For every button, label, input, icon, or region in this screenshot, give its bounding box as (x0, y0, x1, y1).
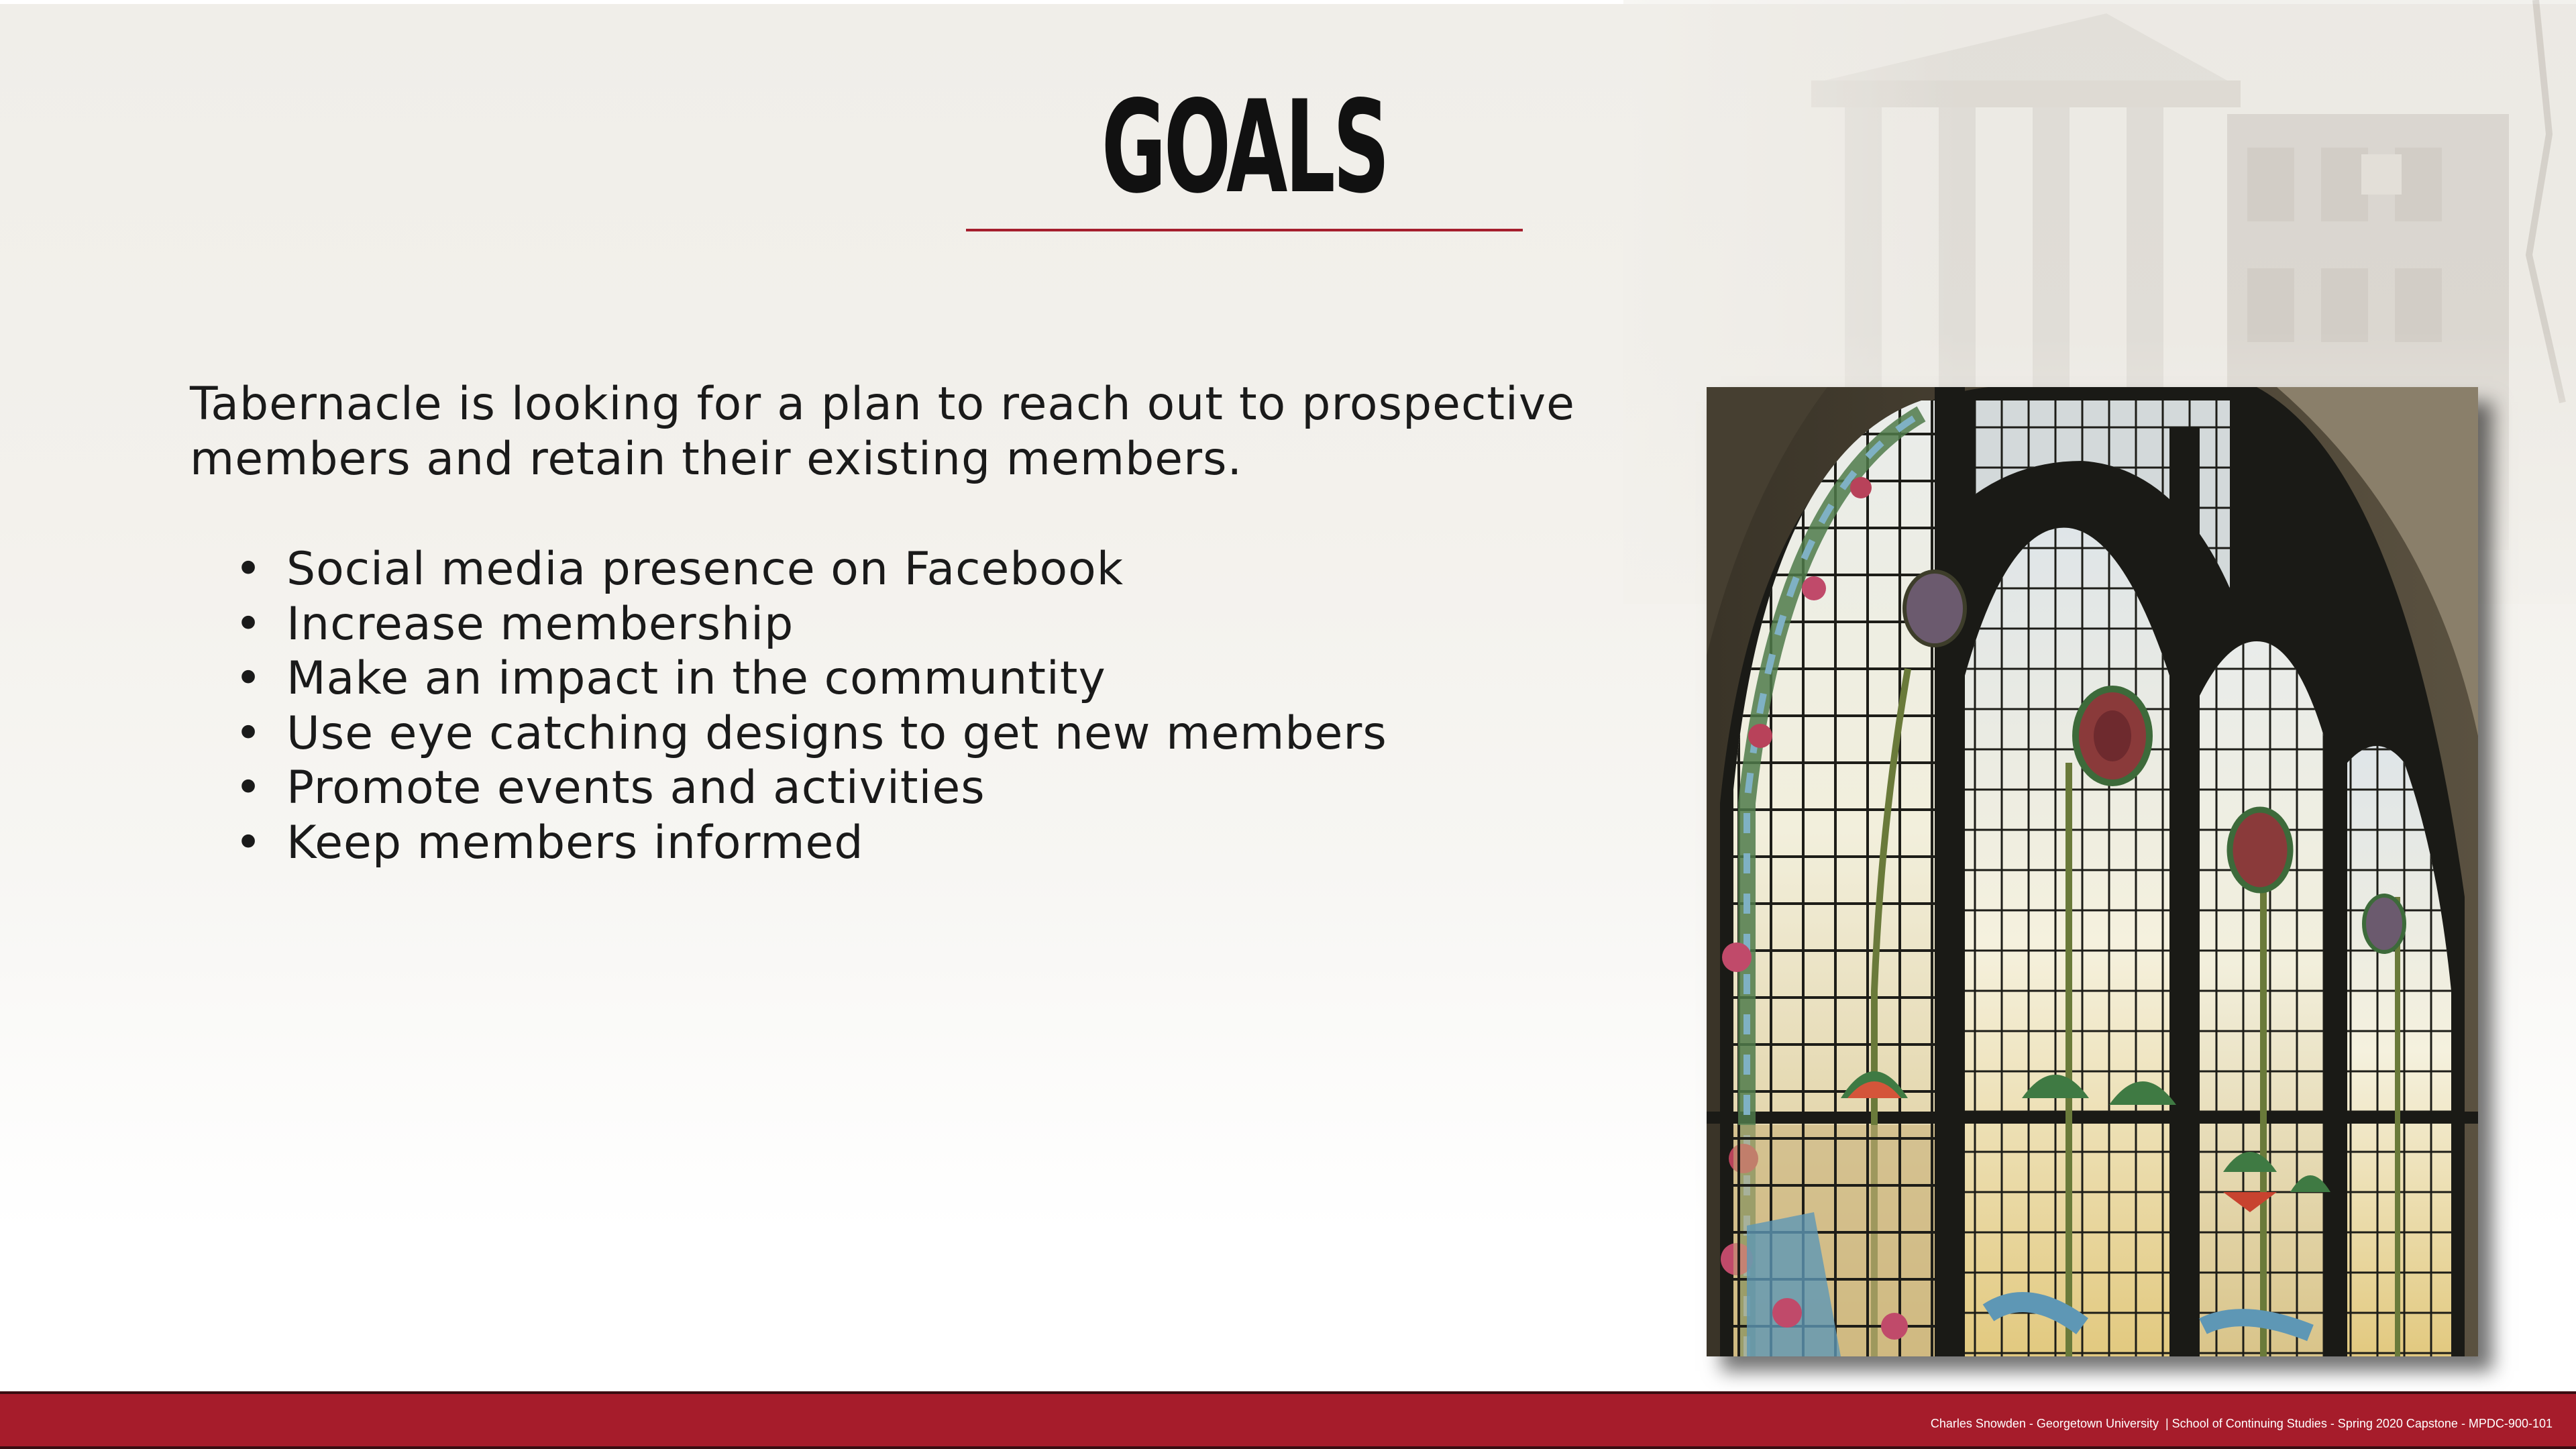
list-item-text: Increase membership (286, 597, 794, 651)
list-item (235, 761, 1387, 816)
bullet-icon: • (235, 543, 263, 596)
list-item (235, 706, 1387, 761)
list-item (235, 542, 1387, 597)
list-item (235, 651, 1387, 706)
goals-list (235, 542, 1387, 870)
bullet-icon: • (235, 816, 263, 869)
slide-title: GOALS (1101, 73, 1388, 221)
list-item-text: Promote events and activities (286, 761, 985, 814)
title-underline (966, 229, 1523, 231)
list-item (235, 597, 1387, 652)
stained-glass-image (1707, 387, 2478, 1356)
intro-paragraph: Tabernacle is looking for a plan to reach out to prospective members and retain their existing members. (190, 378, 1575, 486)
list-item-text: Make an impact in the communtity (286, 652, 1106, 705)
bullet-icon: • (235, 597, 263, 651)
bullet-icon: • (235, 652, 263, 705)
list-item-text: Social media presence on Facebook (286, 543, 1124, 596)
footer-bar (0, 1391, 2576, 1449)
bullet-icon: • (235, 761, 263, 814)
bullet-icon: • (235, 706, 263, 760)
list-item (235, 816, 1387, 871)
stained-glass-photo (1707, 387, 2478, 1356)
list-item-text: Keep members informed (286, 816, 864, 869)
list-item-text: Use eye catching designs to get new members (286, 706, 1387, 760)
footer-credit: Charles Snowden - Georgetown University | School of Continuing Studies - Spring 2020 Capstone - MPDC-900-101 (1930, 1417, 2553, 1430)
